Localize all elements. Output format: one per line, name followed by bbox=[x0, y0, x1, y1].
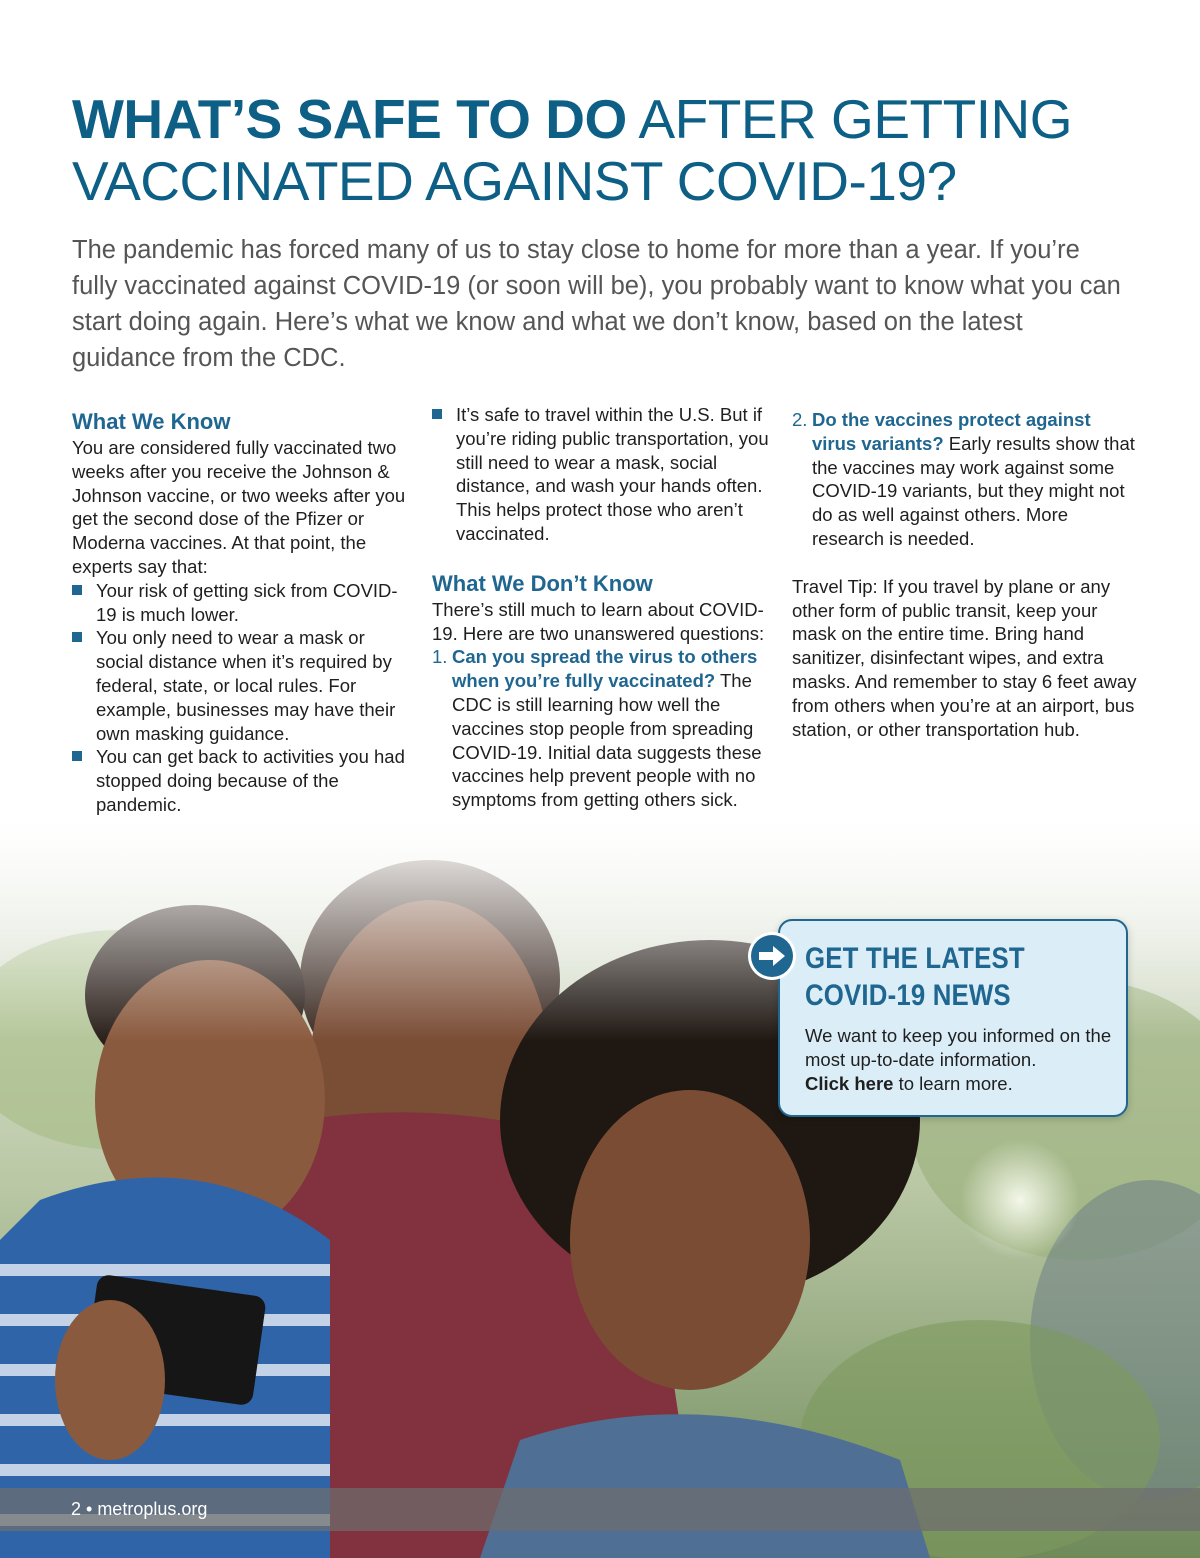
click-here-link[interactable]: Click here bbox=[805, 1073, 894, 1094]
questions-list-continued bbox=[792, 408, 1137, 551]
travel-tip: Travel Tip: If you travel by plane or any other form of public transit, keep your mask on the entire time. Bring hand sanitizer, disinfectant wipes, and extra masks. And remember to stay 6 feet away from others when you’re at an airport, bus station, or other transportation hub. bbox=[792, 575, 1137, 740]
question-text: Can you spread the virus to others when you’re fully vaccinated? bbox=[452, 646, 758, 692]
answer-text: The CDC is still learning how well the vaccines stop people from spreading COVID-19. Initial data suggests these vaccines help prevent people with no symptoms from getting others sick. bbox=[452, 670, 762, 811]
bullet-text: It’s safe to travel within the U.S. But if you’re riding public transportation, you still need to wear a mask, social distance, and wash your hands often. This helps protect those who aren’t vaccinated. bbox=[456, 404, 769, 544]
callout-body bbox=[805, 1024, 1115, 1096]
page-title bbox=[72, 88, 1162, 212]
intro-paragraph: The pandemic has forced many of us to stay close to home for more than a year. If you’re fully vaccinated against COVID-19 (or soon will be), you probably want to know what you can start doing again. Here’s what we know and what we don’t know, based on the latest guidance from the CDC. bbox=[72, 236, 1121, 372]
bullet-square-icon bbox=[72, 751, 82, 761]
bullet-text: Your risk of getting sick from COVID-19 is much lower. bbox=[96, 579, 398, 625]
question-item bbox=[432, 645, 772, 812]
title-bold: WHAT’S SAFE TO DO bbox=[72, 88, 627, 150]
question-number: 1. bbox=[432, 646, 448, 668]
what-we-dont-know-heading: What We Don’t Know bbox=[432, 570, 653, 596]
title-rest: AFTER GETTING VACCINATED AGAINST COVID-19? bbox=[72, 88, 1072, 212]
bullet-text: You only need to wear a mask or social distance when it’s required by federal, state, or local rules. For example, businesses may have their own masking guidance. bbox=[96, 627, 396, 744]
footer-page-url: 2 • metroplus.org bbox=[71, 1499, 208, 1519]
what-we-know-section bbox=[72, 408, 412, 817]
bullet-square-icon bbox=[432, 409, 442, 419]
question-number: 2. bbox=[792, 409, 808, 430]
what-we-know-heading: What We Know bbox=[72, 409, 231, 434]
callout-link-suffix: to learn more. bbox=[893, 1073, 1013, 1094]
question-item bbox=[792, 408, 1137, 551]
arrow-right-icon bbox=[751, 935, 793, 977]
travel-bullet-list bbox=[432, 403, 772, 546]
callout-body-text: We want to keep you informed on the most up-to-date information. bbox=[805, 1025, 1112, 1070]
list-item bbox=[72, 626, 412, 745]
middle-column bbox=[432, 403, 772, 812]
right-column bbox=[792, 408, 1137, 741]
answer-text: Early results show that the vaccines may work against some COVID-19 variants, but they might not do as well against others. More research is needed. bbox=[812, 432, 1135, 549]
questions-list bbox=[432, 645, 772, 812]
what-we-dont-know-text: There’s still much to learn about COVID-19. Here are two unanswered questions: bbox=[432, 598, 765, 644]
bullet-text: You can get back to activities you had stopped doing because of the pandemic. bbox=[96, 746, 405, 815]
question-text: Do the vaccines protect against virus variants? bbox=[812, 409, 1091, 454]
list-item bbox=[432, 403, 772, 546]
arrow-right-icon-glyph bbox=[758, 944, 786, 968]
what-we-know-text: You are considered fully vaccinated two weeks after you receive the Johnson & Johnson vaccine, or two weeks after you get the second dose of the Pfizer or Moderna vaccines. At that point, the experts say that: bbox=[72, 437, 406, 577]
footer-bar bbox=[0, 1488, 1200, 1531]
what-we-know-list bbox=[72, 579, 412, 817]
bullet-square-icon bbox=[72, 632, 82, 642]
bullet-square-icon bbox=[72, 585, 82, 595]
list-item bbox=[72, 579, 412, 627]
list-item bbox=[72, 745, 412, 816]
callout-title: GET THE LATEST COVID-19 NEWS bbox=[805, 942, 1025, 1012]
